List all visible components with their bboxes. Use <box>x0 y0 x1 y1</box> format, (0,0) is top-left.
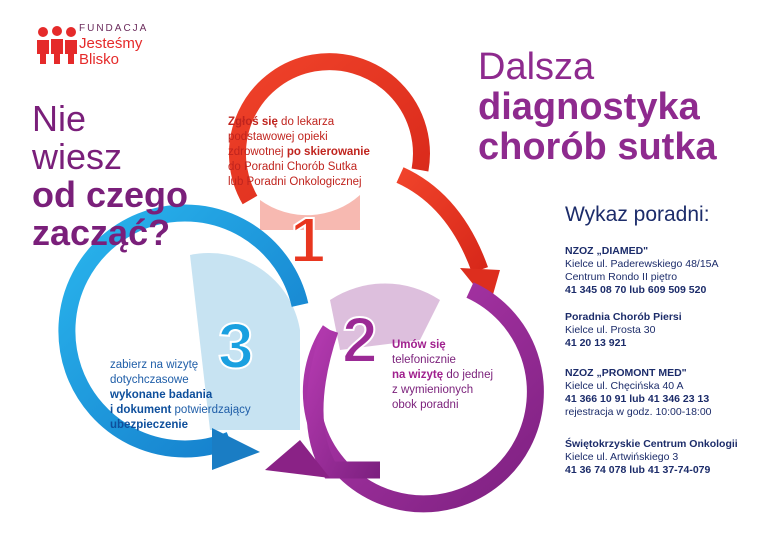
left-question-line-1: Nie <box>32 98 87 139</box>
step-1-bold-1: Zgłoś się <box>228 116 278 128</box>
clinic-phone: 41 345 08 70 lub 609 509 520 <box>565 284 707 296</box>
logo <box>79 24 148 68</box>
clinic-address-2: Centrum Rondo II piętro <box>565 271 678 283</box>
clinic-hours: rejestracja w godz. 10:00-18:00 <box>565 406 712 418</box>
title-line-2: diagnostyka <box>478 86 700 128</box>
step-2-text-3: do jednej <box>443 369 494 381</box>
clinic-phone: 41 366 10 91 lub 41 346 23 13 <box>565 393 710 405</box>
clinic-name: NZOZ „PROMONT MED" <box>565 367 687 379</box>
logo-line-3: Blisko <box>79 50 120 68</box>
left-question-line-2: wiesz <box>32 136 123 177</box>
title-line-3: chorób sutka <box>478 126 717 168</box>
step-3-text <box>110 358 300 433</box>
step-3-text-4: potwierdzający <box>171 404 251 416</box>
step-1-line-2: podstawowej opieki <box>228 131 328 143</box>
step-1-line-3a: zdrowotnej <box>228 146 287 158</box>
step-3-bold-4: i dokument <box>110 404 172 416</box>
step-2-line-5: obok poradni <box>392 399 459 411</box>
step-3-bold-3: wykonane badania <box>110 389 213 401</box>
clinics-heading: Wykaz poradni: <box>565 203 710 226</box>
clinic-name: Poradnia Chorób Piersi <box>565 311 682 323</box>
clinic-name: NZOZ „DIAMED" <box>565 245 649 257</box>
clinic-address: Kielce ul. Prosta 30 <box>565 324 656 336</box>
logo-line-2: Jesteśmy <box>79 35 143 52</box>
step-3-line-2: dotychczasowe <box>110 374 189 386</box>
clinic-phone: 41 36 74 078 lub 41 37-74-079 <box>565 464 711 476</box>
step-1-text-1: do lekarza <box>277 116 335 128</box>
clinic-diamed <box>565 245 719 297</box>
step-2-bold-3: na wizytę <box>392 369 444 381</box>
clinic-address: Kielce ul. Chęcińska 40 A <box>565 380 684 392</box>
clinic-promont-med <box>565 367 712 419</box>
step-1-bold-3: po skierowanie <box>286 146 370 158</box>
clinic-phone: 41 20 13 921 <box>565 337 627 349</box>
clinic-centrum-onkologii <box>565 438 738 477</box>
logo-figures-icon <box>35 26 79 66</box>
step-3-bold-5: ubezpieczenie <box>110 419 188 431</box>
step-2-text <box>392 338 532 413</box>
page-title <box>478 47 717 167</box>
logo-line-1: FUNDACJA <box>79 23 149 34</box>
step-1-number: 1 <box>290 204 326 276</box>
clinic-address: Kielce ul. Artwińskiego 3 <box>565 451 679 463</box>
step-2-bold-1: Umów się <box>392 339 446 351</box>
left-question-line-3: od czego <box>32 174 189 215</box>
step-1-text <box>228 115 408 190</box>
step-3-number: 3 <box>218 310 254 382</box>
step-2-line-4: z wymienionych <box>392 384 474 396</box>
clinic-address: Kielce ul. Paderewskiego 48/15A <box>565 258 719 270</box>
clinic-name: Świętokrzyskie Centrum Onkologii <box>565 438 738 450</box>
left-question-line-4: zacząć? <box>32 212 171 253</box>
step-1-line-5: lub Poradni Onkologicznej <box>228 176 362 188</box>
left-question <box>32 100 188 252</box>
step-1-line-4: do Poradni Chorób Sutka <box>228 161 358 173</box>
step-3-line-1: zabierz na wizytę <box>110 359 199 371</box>
step-2-number: 2 <box>342 304 378 376</box>
title-line-1: Dalsza <box>478 46 595 88</box>
clinic-poradnia-piersi <box>565 311 682 350</box>
step-2-line-2: telefonicznie <box>392 354 456 366</box>
